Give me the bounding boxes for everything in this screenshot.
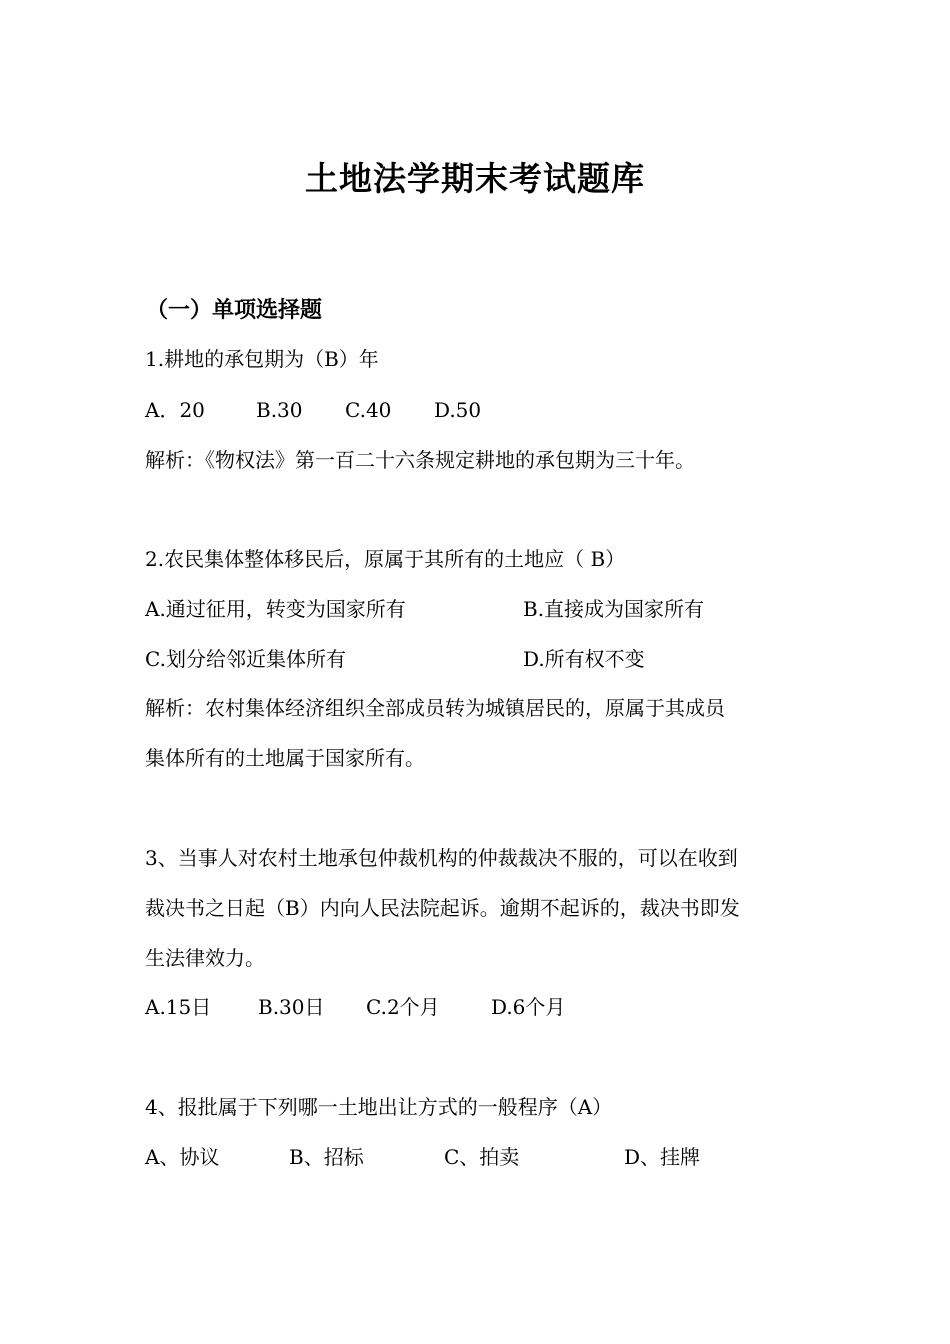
question-4-option-d: D、挂牌	[624, 1145, 701, 1169]
question-3-option-d: D.6个月	[491, 995, 566, 1019]
question-2-option-c: C.划分给邻近集体所有	[145, 647, 346, 671]
question-1-option-a: A．20	[145, 398, 205, 422]
page-title: 土地法学期末考试题库	[305, 159, 645, 198]
question-2-option-b: B.直接成为国家所有	[523, 597, 705, 621]
question-1-analysis: 解析：《物权法》第一百二十六条规定耕地的承包期为三十年。	[145, 448, 695, 472]
question-1-option-c: C.40	[345, 398, 392, 422]
question-3-text-line-3: 生法律效力。	[145, 946, 265, 970]
question-2-option-a: A.通过征用，转变为国家所有	[145, 597, 406, 621]
question-3-text-line-1: 3、当事人对农村土地承包仲裁机构的仲裁裁决不服的，可以在收到	[145, 846, 738, 870]
question-2-analysis-line-2: 集体所有的土地属于国家所有。	[145, 746, 425, 770]
question-4-option-a: A、协议	[145, 1145, 220, 1169]
section-heading: （一）单项选择题	[146, 297, 323, 323]
question-3-option-c: C.2个月	[366, 995, 440, 1019]
question-4-option-c: C、拍卖	[444, 1145, 520, 1169]
question-3-text-line-2: 裁决书之日起（B）内向人民法院起诉。逾期不起诉的，裁决书即发	[145, 896, 740, 920]
question-2-analysis-line-1: 解析：农村集体经济组织全部成员转为城镇居民的，原属于其成员	[145, 696, 725, 720]
question-4-option-b: B、招标	[289, 1145, 364, 1169]
question-4-text: 4、报批属于下列哪一土地出让方式的一般程序（A）	[145, 1095, 613, 1119]
question-1-option-d: D.50	[434, 398, 482, 422]
question-2-option-d: D.所有权不变	[523, 647, 645, 671]
question-3-option-a: A.15日	[145, 995, 212, 1019]
question-3-option-b: B.30日	[258, 995, 325, 1019]
question-2-text: 2.农民集体整体移民后，原属于其所有的土地应（ B）	[145, 547, 626, 571]
question-1-text: 1.耕地的承包期为（B）年	[145, 347, 379, 371]
question-1-option-b: B.30	[256, 398, 303, 422]
